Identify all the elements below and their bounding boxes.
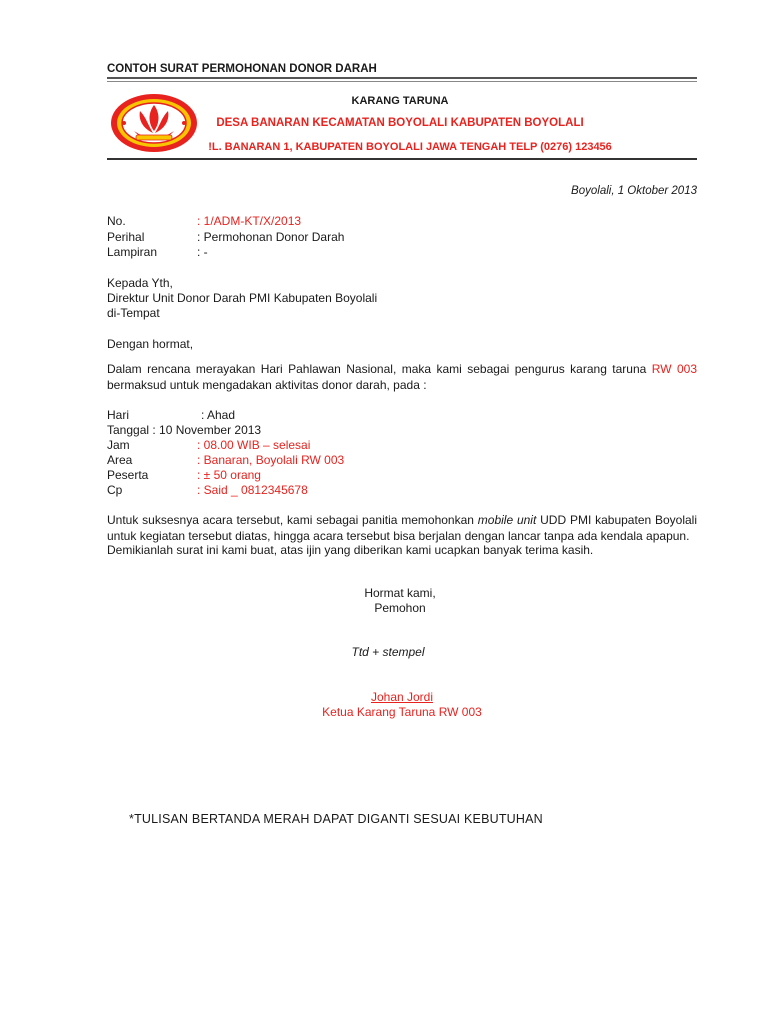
- closing-line2: Pemohon: [374, 601, 426, 615]
- document-title: CONTOH SURAT PERMOHONAN DONOR DARAH: [107, 63, 377, 75]
- org-address: !L. BANARAN 1, KABUPATEN BOYOLALI JAWA TENGAH TELP (0276) 123456: [208, 141, 612, 153]
- greeting: Dengan hormat,: [107, 337, 194, 351]
- peserta-value: : ± 50 orang: [197, 468, 261, 482]
- org-name: KARANG TARUNA: [351, 95, 449, 107]
- meta-perihal-value: : Permohonan Donor Darah: [197, 230, 345, 244]
- signer-name: Johan Jordi: [370, 690, 434, 704]
- hari-label: Hari: [107, 408, 130, 422]
- area-value: : Banaran, Boyolali RW 003: [197, 453, 345, 467]
- recipient-line1: Kepada Yth,: [107, 276, 173, 290]
- signer-title: Ketua Karang Taruna RW 003: [322, 705, 482, 719]
- area-label: Area: [107, 453, 133, 467]
- hari-value: : Ahad: [201, 408, 236, 422]
- meta-no-label: No.: [107, 214, 126, 228]
- title-rule-thin: [107, 81, 697, 82]
- org-desa: DESA BANARAN KECAMATAN BOYOLALI KABUPATEN BOYOLALI: [216, 117, 584, 129]
- cp-value: : Said _ 0812345678: [197, 483, 308, 497]
- meta-lampiran-label: Lampiran: [107, 245, 158, 259]
- meta-no-value: : 1/ADM-KT/X/2013: [197, 214, 302, 228]
- meta-lampiran-value: : -: [197, 245, 208, 259]
- jam-label: Jam: [107, 438, 130, 452]
- recipient-line3: di-Tempat: [107, 306, 160, 320]
- body-paragraph-3: Demikianlah surat ini kami buat, atas ijin yang diberikan kami ucapkan banyak terima kasih.: [107, 543, 594, 557]
- signature-note: Ttd + stempel: [351, 645, 425, 659]
- cp-label: Cp: [107, 483, 123, 497]
- letter-date: Boyolali, 1 Oktober 2013: [571, 185, 697, 197]
- title-rule: [107, 77, 697, 79]
- body-paragraph-1: Dalam rencana merayakan Hari Pahlawan Nasional, maka kami sebagai pengurus karang taruna RW 003 bermaksud untuk mengadakan aktivitas donor darah, pada :: [107, 362, 697, 392]
- letterhead-rule: [107, 158, 697, 160]
- closing-line1: Hormat kami,: [364, 586, 436, 600]
- recipient-line2: Direktur Unit Donor Darah PMI Kabupaten Boyolali: [107, 291, 378, 305]
- peserta-label: Peserta: [107, 468, 149, 482]
- jam-value: : 08.00 WIB – selesai: [197, 438, 311, 452]
- meta-perihal-label: Perihal: [107, 230, 145, 244]
- body-paragraph-2: Untuk suksesnya acara tersebut, kami sebagai panitia memohonkan mobile unit UDD PMI kabupaten Boyolali untuk kegiatan tersebut diatas, hingga acara tersebut bisa berjalan dengan lancar tanpa ada kendala apapun.: [107, 513, 698, 543]
- tanggal-line: Tanggal : 10 November 2013: [107, 423, 262, 437]
- footer-note: *TULISAN BERTANDA MERAH DAPAT DIGANTI SESUAI KEBUTUHAN: [129, 812, 543, 826]
